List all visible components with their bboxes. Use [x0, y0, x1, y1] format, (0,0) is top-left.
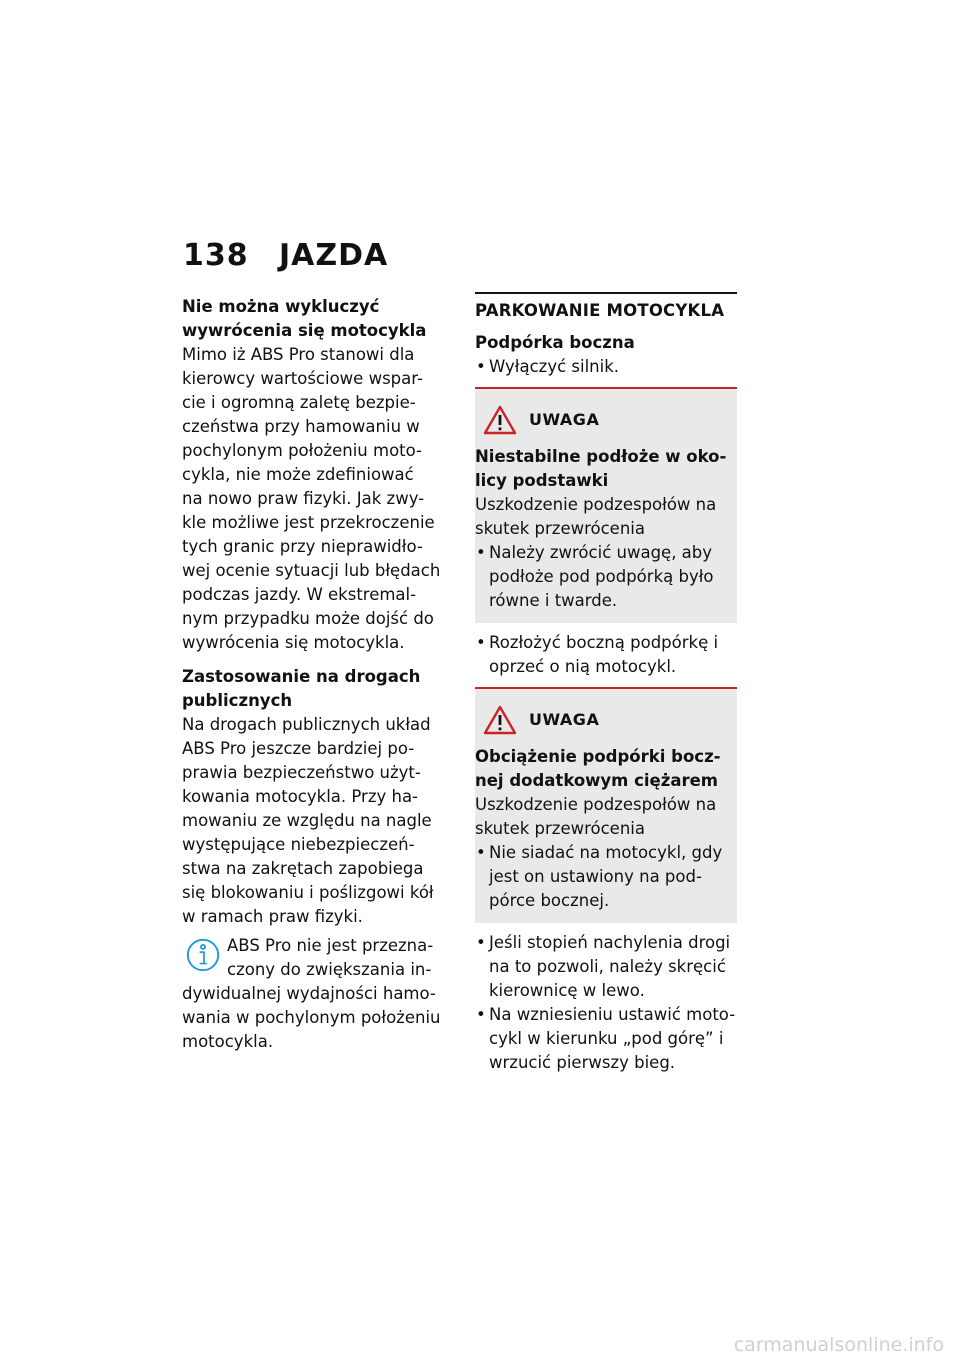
warning-triangle-icon	[483, 705, 517, 735]
step-turn-handlebar: • Jeśli stopień nachylenia drogi na to pozwoli, należy skręcić kierownicę w lewo.	[475, 931, 737, 1003]
warning-triangle-icon	[483, 405, 517, 435]
step-deploy-stand: • Rozłożyć boczną podpórkę i oprzeć o nią motocykl.	[475, 631, 737, 679]
warning-label-1: UWAGA	[529, 410, 600, 429]
info-icon	[184, 936, 222, 974]
warning-header-1	[483, 405, 737, 435]
info-text-rest: dywidualnej wydajności hamo- wania w pochylonym położeniu motocykla.	[182, 984, 441, 1051]
warning-text-1: Uszkodzenie podzespołów na skutek przewrócenia	[475, 495, 717, 538]
warning-label-2: UWAGA	[529, 710, 600, 729]
left-column	[182, 295, 454, 1054]
step-incline-gear: • Na wzniesieniu ustawić moto- cykl w kierunku „pod górę” i wrzucić pierwszy bieg.	[475, 1003, 737, 1075]
warning-title-1: Niestabilne podłoże w oko- licy podstawki	[475, 447, 727, 490]
heading-overturn: Nie można wykluczyć wywrócenia się motocykla	[182, 297, 427, 340]
warning-header-2	[483, 705, 737, 735]
chapter-title: JAZDA	[279, 238, 389, 273]
warning-box-2	[475, 687, 737, 923]
heading-public-roads: Zastosowanie na drogach publicznych	[182, 667, 421, 710]
section-title: PARKOWANIE MOTOCYKLA	[475, 292, 737, 323]
page-number: 138	[183, 238, 249, 273]
paragraph-overturn: Mimo iż ABS Pro stanowi dla kierowcy wartościowe wspar- cie i ogromną zaletę bezpie- czeństwa przy hamowaniu w pochylonym położeniu moto- cykla, nie może zdefiniować na nowo praw fizyki. Jak zwy- kle możliwe jest przekroczenie tych granic przy nieprawidło- wej ocenie sytuacji lub błędach podczas jazdy. W ekstremal- nym przypadku może dojść do wywrócenia się motocykla.	[182, 345, 441, 652]
warning-bullet-1: • Należy zwrócić uwagę, aby podłoże pod podpórką było równe i twarde.	[475, 541, 735, 613]
warning-text-2: Uszkodzenie podzespołów na skutek przewrócenia	[475, 795, 717, 838]
page-header	[183, 238, 388, 273]
warning-box-1	[475, 387, 737, 623]
sub-title: Podpórka boczna	[475, 333, 635, 352]
warning-bullet-2: • Nie siadać na motocykl, gdy jest on ustawiony na pod- pórce bocznej.	[475, 841, 735, 913]
paragraph-public-roads: Na drogach publicznych układ ABS Pro jeszcze bardziej po- prawia bezpieczeństwo użyt- kowania motocykla. Przy ha- mowaniu ze względu na nagle występujące niebezpieczeń- stwa na zakrętach zapobiega się blokowaniu i poślizgowi kół w ramach praw fizyki.	[182, 715, 434, 926]
right-column	[475, 292, 737, 1075]
watermark: carmanualsonline.info	[733, 1334, 944, 1356]
warning-title-2: Obciążenie podpórki bocz- nej dodatkowym ciężarem	[475, 747, 721, 790]
info-note	[182, 934, 454, 1054]
info-text-first: ABS Pro nie jest przezna- czony do zwiększania in-	[227, 936, 434, 979]
step-engine-off: • Wyłączyć silnik.	[475, 355, 737, 379]
